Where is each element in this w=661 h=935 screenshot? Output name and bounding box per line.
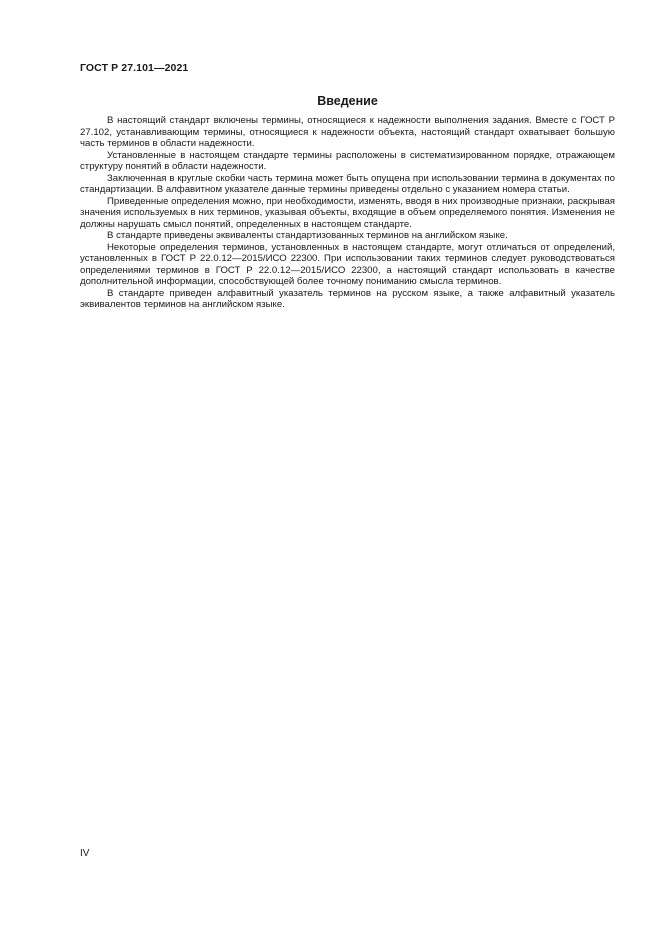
page-number: IV [80,848,90,859]
paragraph: В стандарте приведен алфавитный указатель терминов на русском языке, а также алфавитный указатель эквивалентов терминов на английском языке. [80,287,615,310]
paragraph: Установленные в настоящем стандарте термины расположены в систематизированном порядке, отражающем структуру понятий в области надежности. [80,149,615,172]
paragraph: Заключенная в круглые скобки часть термина может быть опущена при использовании термина в документах по стандартизации. В алфавитном указателе данные термины приведены отдельно с указанием номера статьи. [80,172,615,195]
document-code: ГОСТ Р 27.101—2021 [80,62,189,74]
paragraph: Некоторые определения терминов, установленных в настоящем стандарте, могут отличаться от определений, установленных в ГОСТ Р 22.0.12—2015/ИСО 22300. При использовании таких терминов следует руководствоваться определениями терминов в ГОСТ Р 22.0.12—2015/ИСО 22300, а настоящий стандарт использовать в качестве дополнительной информации, способствующей более точному пониманию смысла терминов. [80,241,615,287]
section-title: Введение [317,94,378,108]
paragraph: В настоящий стандарт включены термины, относящиеся к надежности выполнения задания. Вместе с ГОСТ Р 27.102, устанавливающим термины, относящиеся к надежности объекта, настоящий стандарт охватывает большую часть терминов в области надежности. [80,115,615,149]
paragraph: В стандарте приведены эквиваленты стандартизованных терминов на английском языке. [107,230,508,241]
paragraph: Приведенные определения можно, при необходимости, изменять, вводя в них производные признаки, раскрывая значения используемых в них терминов, указывая объекты, входящие в объем определяемого понятия. Изменения не должны нарушать смысл понятий, определенных в настоящем стандарте. [80,195,615,230]
introduction-body [80,115,615,311]
